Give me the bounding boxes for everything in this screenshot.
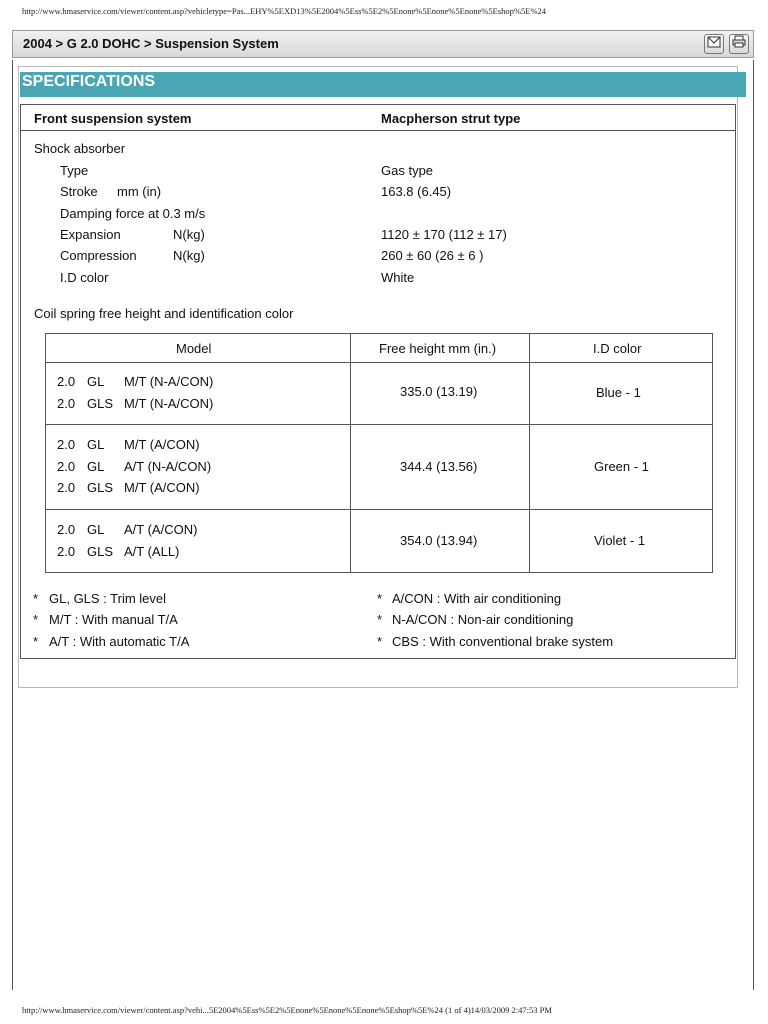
stroke-value: 163.8 (6.45) xyxy=(381,184,452,199)
model-transmission: M/T (N-A/CON) xyxy=(124,374,214,389)
col-header-model: Model xyxy=(176,341,212,356)
header-bar xyxy=(12,30,754,58)
model-displacement: 2.0 xyxy=(57,396,76,411)
model-trim: GLS xyxy=(87,396,114,411)
note-non-air-conditioning: N-A/CON : Non-air conditioning xyxy=(392,612,574,627)
compression-unit: N(kg) xyxy=(173,248,205,263)
shock-type-label: Type xyxy=(60,163,89,178)
note-automatic-ta: A/T : With automatic T/A xyxy=(49,634,190,649)
free-height-value: 344.4 (13.56) xyxy=(400,459,478,474)
model-transmission: M/T (A/CON) xyxy=(124,437,200,452)
front-suspension-value: Macpherson strut type xyxy=(381,111,521,126)
model-transmission: A/T (ALL) xyxy=(124,544,180,559)
model-displacement: 2.0 xyxy=(57,544,76,559)
table-divider xyxy=(529,334,530,572)
expansion-unit: N(kg) xyxy=(173,227,205,242)
note-manual-ta: M/T : With manual T/A xyxy=(49,612,178,627)
model-displacement: 2.0 xyxy=(57,374,76,389)
id-color-value: Green - 1 xyxy=(594,459,649,474)
model-trim: GL xyxy=(87,437,105,452)
model-trim: GL xyxy=(87,522,105,537)
model-displacement: 2.0 xyxy=(57,459,76,474)
col-header-id-color: I.D color xyxy=(593,341,642,356)
model-displacement: 2.0 xyxy=(57,522,76,537)
model-displacement: 2.0 xyxy=(57,480,76,495)
stroke-label: Stroke xyxy=(60,184,98,199)
stroke-unit: mm (in) xyxy=(117,184,162,199)
breadcrumb[interactable]: 2004 > G 2.0 DOHC > Suspension System xyxy=(23,36,279,51)
note-bullet: * xyxy=(33,634,39,649)
compression-label: Compression xyxy=(60,248,137,263)
footer-url: http://www.hmaservice.com/viewer/content.asp?vehi...5E2004%5Ess%5E2%5Enone%5Enone%5Enone%5Eshop%5E%24 (1 of 4)14/03/2009 2:47:53 PM xyxy=(22,1005,552,1015)
note-bullet: * xyxy=(377,591,383,606)
table-divider xyxy=(350,334,351,572)
specifications-box xyxy=(20,104,736,659)
compression-value: 260 ± 60 (26 ± 6 ) xyxy=(381,248,484,263)
model-displacement: 2.0 xyxy=(57,437,76,452)
front-suspension-label: Front suspension system xyxy=(34,111,192,126)
table-divider xyxy=(46,362,712,363)
model-trim: GLS xyxy=(87,544,114,559)
section-title: SPECIFICATIONS xyxy=(20,72,746,97)
damping-force-label: Damping force at 0.3 m/s xyxy=(60,206,206,221)
print-icon xyxy=(732,35,746,53)
frame-border-left xyxy=(12,60,13,990)
table-divider xyxy=(46,424,712,425)
spec-header-row xyxy=(21,105,735,131)
note-trim-level: GL, GLS : Trim level xyxy=(49,591,167,606)
frame-border-right xyxy=(753,60,754,990)
model-trim: GL xyxy=(87,374,105,389)
coil-spring-title: Coil spring free height and identification color xyxy=(34,306,294,321)
page-url: http://www.hmaservice.com/viewer/content.asp?vehicletype=Pas...EHY%5EXD13%5E2004%5Ess%5E2%5Enone%5Enone%5Enone%5Eshop%5E%24 xyxy=(22,6,547,16)
model-transmission: A/T (A/CON) xyxy=(124,522,198,537)
model-trim: GL xyxy=(87,459,105,474)
note-air-conditioning: A/CON : With air conditioning xyxy=(392,591,562,606)
free-height-value: 335.0 (13.19) xyxy=(400,384,478,399)
note-conventional-brake: CBS : With conventional brake system xyxy=(392,634,614,649)
note-bullet: * xyxy=(377,612,383,627)
id-color-value: White xyxy=(381,270,415,285)
expansion-value: 1120 ± 170 (112 ± 17) xyxy=(381,227,507,242)
model-trim: GLS xyxy=(87,480,114,495)
shock-type-value: Gas type xyxy=(381,163,434,178)
coil-spring-table xyxy=(45,333,713,573)
print-button[interactable] xyxy=(729,34,749,54)
free-height-value: 354.0 (13.94) xyxy=(400,533,478,548)
model-transmission: A/T (N-A/CON) xyxy=(124,459,212,474)
mail-icon xyxy=(707,35,721,53)
expansion-label: Expansion xyxy=(60,227,121,242)
model-transmission: M/T (A/CON) xyxy=(124,480,200,495)
note-bullet: * xyxy=(377,634,383,649)
note-bullet: * xyxy=(33,612,39,627)
id-color-label: I.D color xyxy=(60,270,109,285)
shock-absorber-title: Shock absorber xyxy=(34,141,126,156)
id-color-value: Blue - 1 xyxy=(596,385,641,400)
email-button[interactable] xyxy=(704,34,724,54)
col-header-free-height: Free height mm (in.) xyxy=(379,341,497,356)
table-divider xyxy=(46,509,712,510)
id-color-value: Violet - 1 xyxy=(594,533,646,548)
note-bullet: * xyxy=(33,591,39,606)
model-transmission: M/T (N-A/CON) xyxy=(124,396,214,411)
